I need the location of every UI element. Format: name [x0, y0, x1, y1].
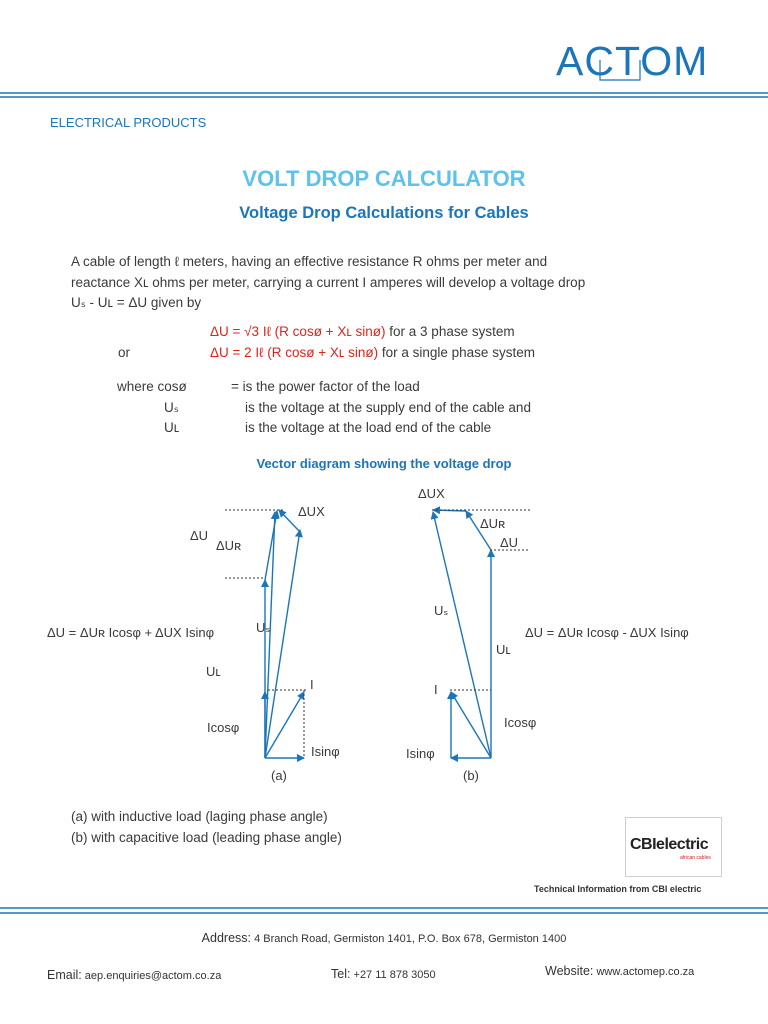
address-label: Address:: [201, 931, 252, 945]
a-ul-label: Uʟ: [206, 664, 221, 679]
a-caption: (a): [271, 768, 287, 783]
b-us-vector: [433, 512, 491, 758]
page-title: VOLT DROP CALCULATOR: [242, 166, 526, 191]
a-i-label: I: [310, 677, 314, 692]
def-us-desc: is the voltage at the supply end of the cable and: [245, 400, 531, 415]
page-subtitle: Voltage Drop Calculations for Cables: [239, 204, 529, 222]
intro-paragraph: [71, 252, 691, 314]
category-label: ELECTRICAL PRODUCTS: [50, 115, 207, 130]
intro-line-3: Uₛ - Uʟ = ΔU given by: [71, 295, 202, 310]
address-value: 4 Branch Road, Germiston 1401, P.O. Box 678, Germiston 1400: [254, 933, 567, 945]
a-icos-label: Icosφ: [207, 720, 240, 735]
def-ul-desc: is the voltage at the load end of the cable: [245, 420, 492, 435]
a-du-label: ΔU: [190, 528, 209, 543]
a-dux-vector: [279, 510, 300, 532]
formula-three-phase-desc: for a 3 phase system: [385, 324, 515, 339]
website-value[interactable]: www.actomep.co.za: [596, 966, 695, 978]
intro-line-2: reactance Xʟ ohms per meter, carrying a current I amperes will develop a voltage drop: [71, 274, 586, 290]
formula-three-phase: [210, 324, 515, 339]
a-dur-label: ΔUʀ: [216, 538, 242, 553]
def-where-desc: = is the power factor of the load: [231, 379, 420, 394]
email-value[interactable]: aep.enquiries@actom.co.za: [84, 970, 222, 982]
footer-email: [47, 968, 221, 982]
footer-website: [545, 964, 694, 978]
def-ul-label: Uʟ: [164, 420, 180, 435]
b-du-label: ΔU: [500, 535, 519, 550]
footer-tel: [331, 967, 436, 981]
tel-label: Tel:: [331, 967, 351, 981]
cbi-logo-sub: african cables: [680, 855, 711, 861]
def-where-label: where cosø: [117, 379, 187, 394]
credit-text: Technical Information from CBI electric: [534, 884, 702, 894]
b-isin-label: Isinφ: [406, 746, 435, 761]
b-i-label: I: [434, 682, 438, 697]
formula-single-phase-desc: for a single phase system: [378, 345, 535, 360]
b-ul-label: Uʟ: [496, 642, 511, 657]
intro-line-1: A cable of length ℓ meters, having an effective resistance R ohms per meter and: [71, 254, 548, 269]
footer-lines: [0, 905, 768, 917]
cbi-logo: CBIelectric: [630, 836, 709, 853]
or-label: or: [118, 345, 131, 360]
b-caption: (b): [463, 768, 479, 783]
note-capacitive: (b) with capacitive load (leading phase angle): [71, 830, 342, 845]
diagram-heading: Vector diagram showing the voltage drop: [256, 456, 512, 471]
a-equation: ΔU = ΔUʀ Icosφ + ΔUX Isinφ: [47, 625, 214, 640]
b-dux-label: ΔUX: [418, 486, 445, 501]
b-us-label: Uₛ: [434, 603, 449, 618]
actom-logo: ACTOM: [556, 38, 709, 84]
a-us-label: Uₛ: [256, 620, 271, 635]
b-equation: ΔU = ΔUʀ Icosφ - ΔUX Isinφ: [525, 625, 689, 640]
formula-single-phase-expr: ΔU = 2 Iℓ (R cosø + Xʟ sinø): [210, 345, 379, 360]
footer-address: [0, 931, 768, 945]
formula-three-phase-expr: ΔU = √3 Iℓ (R cosø + Xʟ sinø): [210, 324, 386, 339]
note-inductive: (a) with inductive load (laging phase angle): [71, 809, 328, 824]
tel-value: +27 11 878 3050: [353, 969, 436, 981]
b-dur-label: ΔUʀ: [480, 516, 506, 531]
a-isin-label: Isinφ: [311, 744, 340, 759]
b-icos-label: Icosφ: [504, 715, 537, 730]
b-i-vector: [451, 692, 491, 758]
a-dux-label: ΔUX: [298, 504, 325, 519]
website-label: Website:: [545, 964, 594, 978]
email-label: Email:: [47, 968, 82, 982]
formula-single-phase: [210, 345, 535, 360]
def-us-label: Uₛ: [164, 400, 179, 415]
a-i-vector: [265, 692, 304, 758]
